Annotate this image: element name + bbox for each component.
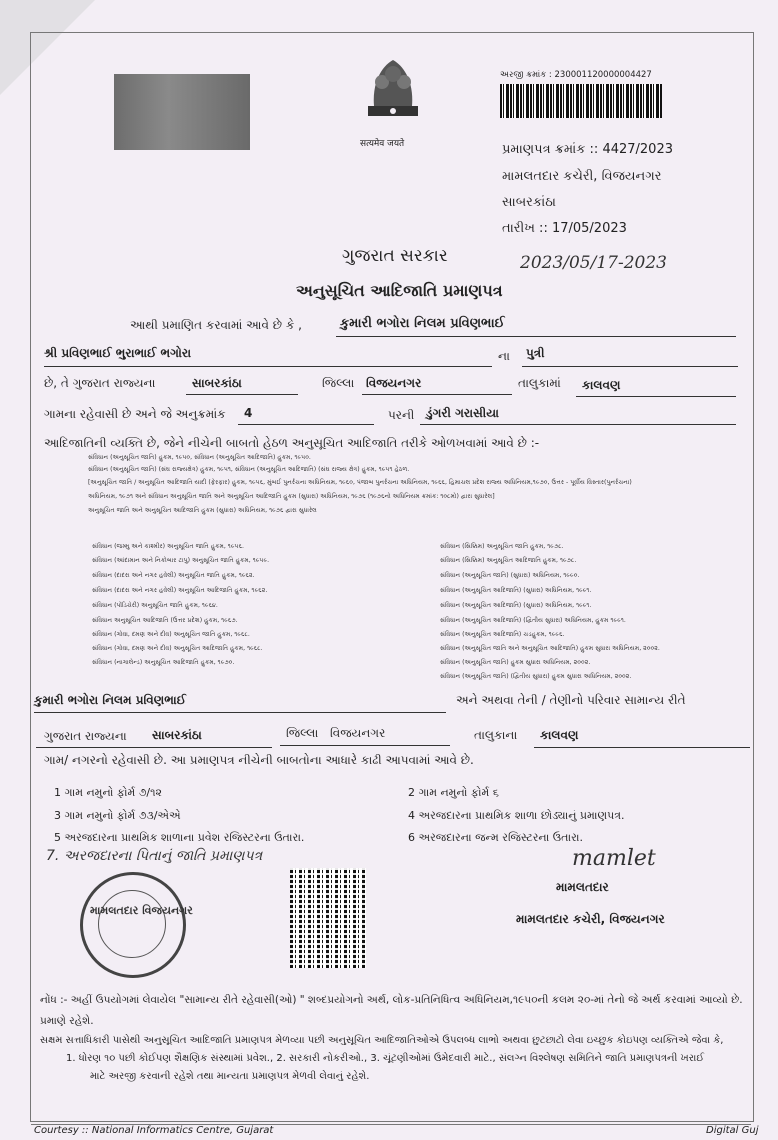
state-label: છે, તે ગુજરાત રાજ્યના — [44, 376, 156, 390]
order-line: સંવિધાન (દાદરા અને નગર હવેલી) અનુસૂચિત આદિજાતિ હુકમ, ૧૯૬૨. — [92, 587, 268, 594]
document-item: 5 અરજદારના પ્રાથમિક શાળાના પ્રવેશ રજિસ્ટરના ઉતારા. — [54, 831, 305, 844]
taluka-label: તાલુકામાં — [518, 376, 561, 390]
note-benefits-cont: માટે અરજી કરવાની રહેશે તથા માન્યતા પ્રમાણપત્ર મેળવી લેવાનું રહેશે. — [90, 1071, 370, 1082]
order-line: સંવિધાન (અનુસૂચિત જાતિ) હુકમ, ૧૯૫૦, સંવિધાન (અનુસૂચિત આદિજાતિ) હુકમ, ૧૯૫૦. — [88, 454, 311, 461]
order-line: સંવિધાન અનુસૂચિત આદિજાતિ (ઉત્તર પ્રદેશ) હુકમ, ૧૯૬૭. — [92, 617, 238, 624]
certificate-title: અનુસૂચિત આદિજાતિ પ્રમાણપત્ર — [296, 281, 503, 300]
signatory-title: મામલતદાર — [556, 880, 609, 894]
order-line: સંવિધાન (અનુસૂચિત જાતિ) હુકમ સુધારા અધિનિયમ, ૨૦૦૨. — [440, 659, 591, 666]
family-district-name: વિજયનગર — [330, 726, 386, 740]
father-name: શ્રી પ્રવિણભાઈ ભુરાભાઈ ભગોરા — [44, 346, 192, 360]
basis-text: ગામ/ નગરનો રહેવાસી છે. આ પ્રમાણપત્ર નીચેની બાબતોના આધારે કાઢી આપવામાં આવે છે. — [44, 753, 474, 767]
order-line: અધિનિયમ, ૧૯૭૧ અને સંવિધાન અનુસૂચિત જાતિ અને અનુસૂચિત આદિજાતિ હુકમ (સુધારા) અધિનિયમ, ૧૯૭૬ (૧૯૭૬નો અધિનિયમ ક્રમાંક: ૧૦૮મો) દ્વારા સુધારેલ] — [88, 493, 495, 500]
order-line: સંવિધાન (સિક્કિમ) અનુસૂચિત આદિજાતિ હુકમ, ૧૯૭૮. — [440, 557, 577, 564]
family-district-label: જિલ્લા — [286, 726, 319, 740]
document-item: 4 અરજદારના પ્રાથમિક શાળા છોડ્યાનું પ્રમાણપત્ર. — [408, 809, 625, 822]
document-item: 6 અરજદારના જન્મ રજિસ્ટરના ઉતારા. — [408, 831, 583, 844]
order-line: સંવિધાન (અનુસૂચિત આદિજાતિ) ચડહુકમ, ૧૯૯૬. — [440, 631, 565, 638]
order-line: સંવિધાન (અનુસૂચિત આદિજાતિ) (સુધારા) અધિનિયમ, ૧૯૯૧. — [440, 602, 592, 609]
order-line: સંવિધાન (સિક્કિમ) અનુસૂચિત જાતિ હુકમ, ૧૯૭૮. — [440, 543, 564, 550]
application-number: અરજી ક્રમાંક : 230001120000004427 — [500, 70, 652, 80]
order-line: સંવિધાન (અનુસૂચિત જાતિ) (સંઘ રાજ્યક્ષેત્ર) હુકમ, ૧૯૫૧, સંવિધાન (અનુસૂચિત આદિજાતિ) (સંઘ રાજ્ય ક્ષેત્ર) હુકમ, ૧૯૫૧ હેઠળ. — [88, 466, 410, 473]
applicant-photo — [114, 74, 250, 150]
order-line: સંવિધાન (અનુસૂચિત જાતિ) (સુધારા) અધિનિયમ, ૧૯૯૦. — [440, 572, 580, 579]
government-title: ગુજરાત સરકાર — [342, 246, 448, 266]
issuing-district: સાબરકાંઠા — [502, 195, 556, 210]
order-line: [અનુસૂચિત જાતિ / અનુસૂચિત આદિજાતિ યાદી (ફેરફાર) હુકમ, ૧૯૫૬, મુંબઈ પુનર્રચના અધિનિયમ, ૧૯૬૦, પંજાબ પુનર્રચના અધિનિયમ, ૧૯૬૬, હિમાચલ પ્રદેશ રાજ્ય અધિનિયમ,૧૯૭૦, ઉત્તર - પૂર્વીય વિસ્તાર(પુનર્રચના) — [88, 479, 632, 486]
na-label: ના — [498, 349, 510, 363]
order-line: સંવિધાન (દાદરા અને નગર હવેલી) અનુસૂચિત જાતિ હુકમ, ૧૯૬૨. — [92, 572, 255, 579]
verification-qr-code — [290, 868, 366, 968]
family-candidate-name: કુમારી ભગોરા નિલમ પ્રવિણભાઈ — [34, 693, 186, 707]
caste-label: પરની — [388, 408, 415, 422]
family-taluka-value: કાલવણ — [540, 728, 579, 742]
caste-value: ડુંગરી ગરાસીયા — [426, 406, 499, 420]
note-benefits-list: 1. ધોરણ ૧૦ પછી કોઈપણ શૈક્ષણિક સંસ્થામાં પ્રવેશ., 2. સરકારી નોકરીઓ., 3. ચૂંટણીઓમાં ઉમેદવારી માટે., સંલગ્ન વિશ્લેષણ સમિતિને જાતિ પ્રમાણપત્રની ખરાઈ — [66, 1053, 705, 1064]
note-benefits: સક્ષમ સત્તાધિકારી પાસેથી અનુસૂચિત આદિજાતિ પ્રમાણપત્ર મેળવ્યા પછી અનુસૂચિત આદિજાતિઓએ ઉપલબ્ધ લાભો અથવા છુટછાટો લેવા ઇચ્છુક કોઇપણ વ્યક્તિએ જેવા કે, — [40, 1035, 724, 1046]
seal-text: મામલતદાર વિજયનગર — [90, 904, 193, 917]
signatory-office: મામલતદાર કચેરી, વિજયનગર — [516, 912, 665, 926]
family-taluka-label: તાલુકાના — [474, 728, 518, 742]
order-line: સંવિધાન (જમ્મુ અને કાશ્મીર) અનુસૂચિત જાતિ હુકમ, ૧૯૫૬. — [92, 543, 244, 550]
family-district-value: સાબરકાંઠા — [152, 728, 202, 742]
order-line: સંવિધાન (અનુસૂચિત આદિજાતિ) (દ્વિતીય સુધારા) અધિનિયમ, હુકમ ૧૯૯૧. — [440, 617, 626, 624]
note-usage-cont: પ્રમાણે રહેશે. — [40, 1015, 94, 1027]
note-usage: નોંધ :- અહીં ઉપયોગમાં લેવાયેલ "સામાન્ય રીતે રહેવાસી(ઓ) " શબ્દપ્રયોગનો અર્થ, લોક-પ્રતિનિધિત્વ અધિનિયમ,૧૯૫૦ની કલમ ૨૦-માં તેનો જે અર્થ કરવામાં આવ્યો છે. — [40, 994, 743, 1006]
family-text: અને અથવા તેની / તેણીનો પરિવાર સામાન્ય રીતે — [456, 693, 686, 707]
document-item: 3 ગામ નમુનો ફોર્મ ૭૩/એએ — [54, 809, 181, 822]
family-state-label: ગુજરાત રાજ્યના — [44, 729, 127, 743]
issue-date: તારીખ :: 17/05/2023 — [502, 221, 627, 236]
document-item: 1 ગામ નમુનો ફોર્મ ૭/૧૨ — [54, 786, 162, 799]
order-line: સંવિધાન (અનુસૂચિત જાતિ) (દ્વિતીય સુધારા) હુકમ સુધારા અધિનિયમ, ૨૦૦૨. — [440, 673, 632, 680]
footer-courtesy: Courtesy :: National Informatics Centre, Gujarat — [34, 1125, 274, 1136]
order-line: સંવિધાન (ગોવા, દમણ અને દીવ) અનુસૂચિત આદિજાતિ હુકમ, ૧૯૬૮. — [92, 645, 263, 652]
footer-digital: Digital Guj — [706, 1125, 759, 1136]
emblem-motto: सत्यमेव जयते — [360, 139, 405, 149]
recognized-text: આદિજાતિની વ્યક્તિ છે, જેને નીચેની બાબતો હેઠળ અનુસૂચિત આદિજાતિ તરીકે ઓળખવામાં આવે છે :- — [44, 436, 540, 450]
handwritten-reference: 2023/05/17-2023 — [520, 253, 667, 273]
signature-scribble: mamlet — [572, 846, 656, 871]
application-barcode — [500, 84, 662, 118]
resident-label: ગામના રહેવાસી છે અને જે અનુક્રમાંક — [44, 407, 226, 421]
document-item: 2 ગામ નમુનો ફોર્મ ૬ — [408, 786, 499, 799]
district-label: જિલ્લા — [322, 376, 355, 390]
district-value: સાબરકાંઠા — [192, 376, 242, 390]
order-line: સંવિધાન (નાગાલેન્ડ) અનુસૂચિત આદિજાતિ હુકમ, ૧૯૭૦. — [92, 659, 235, 666]
order-line: અનુસૂચિત જાતિ અને અનુસૂચિત આદિજાતિ હુકમ (સુધારા) અધિનિયમ, ૧૯૭૬ દ્વારા સુધારેલ — [88, 507, 317, 514]
issuing-office: મામલતદાર કચેરી, વિજયનગર — [502, 169, 662, 184]
order-line: સંવિધાન (આંદામાન અને નિકોબાર ટાપુ) અનુસૂચિત જાતિ હુકમ, ૧૯૫૯. — [92, 557, 270, 564]
taluka-value: વિજયનગર — [366, 376, 422, 390]
order-line: સંવિધાન (અનુસૂચિત આદિજાતિ) (સુધારા) અધિનિયમ, ૧૯૯૧. — [440, 587, 592, 594]
order-line: સંવિધાન (ગોવા, દમણ અને દીવ) અનુસૂચિત જાતિ હુકમ, ૧૯૬૮. — [92, 631, 250, 638]
handwritten-note: 7. અરજદારના પિતાનું જાતિ પ્રમાણપત્ર — [46, 848, 263, 864]
certify-prefix: આથી પ્રમાણિત કરવામાં આવે છે કે , — [130, 318, 302, 332]
order-line: સંવિધાન (અનુસૂચિત જાતિ અને અનુસૂચિત આદિજાતિ) હુકમ સુધારા અધિનિયમ, ૨૦૦૨. — [440, 645, 660, 652]
order-line: સંવિધાન (પોંડિચેરી) અનુસૂચિત જાતિ હુકમ, ૧૯૬૪. — [92, 602, 218, 609]
candidate-name: કુમારી ભગોરા નિલમ પ્રવિણભાઈ — [340, 316, 505, 331]
serial-number: 4 — [244, 406, 253, 420]
relation-value: પુત્રી — [526, 346, 545, 360]
seal-inner-ring — [98, 890, 166, 958]
village-value: કાલવણ — [582, 378, 621, 392]
national-emblem-icon — [362, 52, 424, 134]
certificate-number: પ્રમાણપત્ર ક્રમાંક :: 4427/2023 — [502, 142, 673, 157]
